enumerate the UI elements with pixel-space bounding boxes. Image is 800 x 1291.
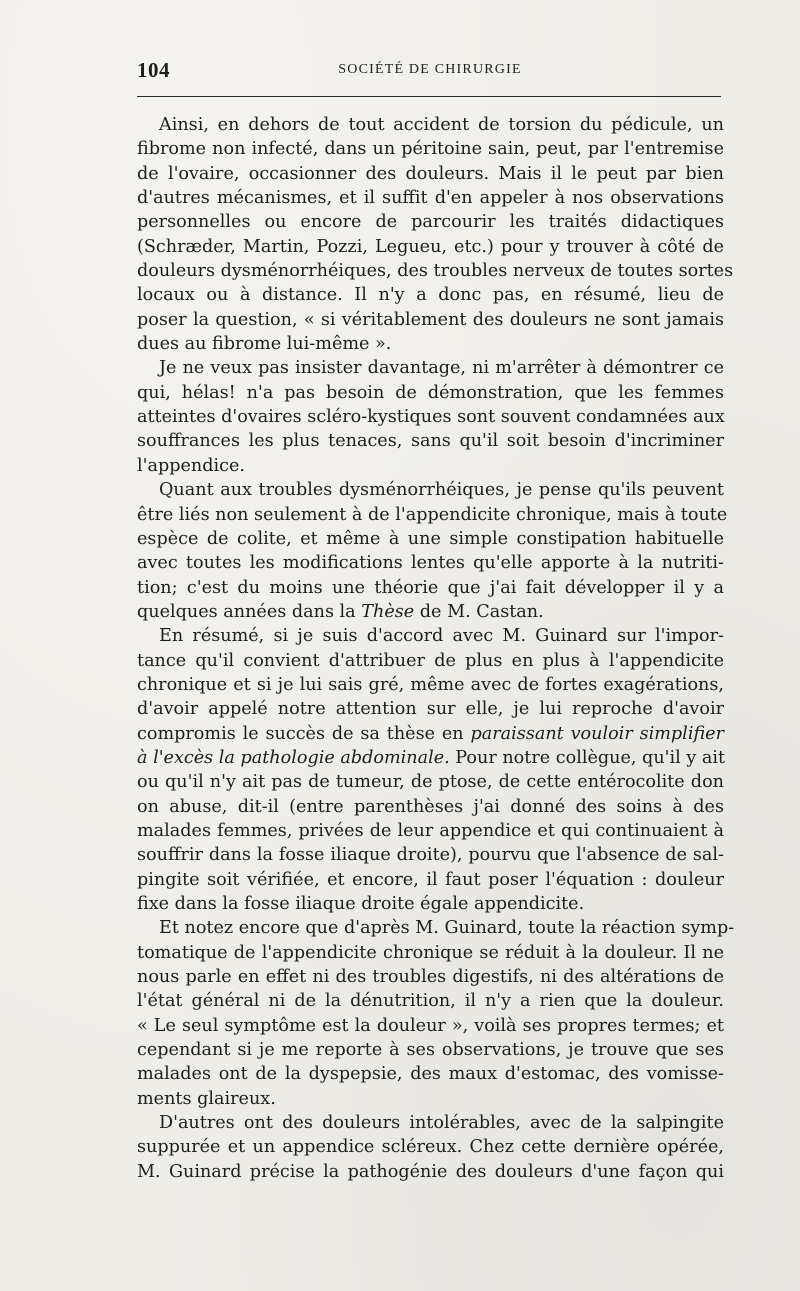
text-run: malades ont de la dyspepsie, des maux d'estomac, des vomisse- (137, 1064, 724, 1085)
text-run: poser la question, « si véritablement des douleurs ne sont jamais (137, 309, 724, 330)
page-header (137, 58, 723, 84)
text-run: (Schræder, Martin, Pozzi, Legueu, etc.) pour y trouver à côté de (137, 236, 724, 257)
text-line (137, 429, 724, 453)
text-run: souffrir dans la fosse iliaque droite), pourvu que l'absence de sal- (137, 845, 724, 866)
running-head: SOCIÉTÉ DE CHIRURGIE (338, 62, 522, 77)
text-line (137, 892, 724, 916)
text-run: quelques années dans la (137, 601, 362, 622)
text-line (137, 868, 724, 892)
text-line (137, 478, 724, 502)
text-run: pingite soit vérifiée, et encore, il faut poser l'équation : douleur (137, 869, 724, 890)
text-run: personnelles ou encore de parcourir les traités didactiques (137, 212, 724, 233)
text-line (137, 210, 724, 234)
text-run: Quant aux troubles dysménorrhéiques, je pense qu'ils peuvent (159, 480, 724, 501)
text-line (137, 551, 724, 575)
italic-run: à l'excès la pathologie abdominale. (137, 747, 450, 768)
text-line (137, 941, 724, 965)
page-number: 104 (137, 58, 170, 82)
text-line (137, 137, 724, 161)
italic-run: Thèse (361, 601, 415, 622)
text-run: Pour notre collègue, qu'il y ait (449, 747, 726, 768)
text-line (137, 819, 724, 843)
text-run: malades femmes, privées de leur appendice et qui continuaient à (137, 820, 724, 841)
text-line (137, 235, 724, 259)
text-line (137, 308, 724, 332)
text-run: ments glaireux. (137, 1088, 276, 1109)
text-line (137, 283, 724, 307)
text-line (137, 770, 724, 794)
text-line (137, 405, 724, 429)
text-line (137, 843, 724, 867)
text-run: En résumé, si je suis d'accord avec M. Guinard sur l'impor- (159, 626, 724, 647)
text-run: Ainsi, en dehors de tout accident de torsion du pédicule, un (159, 115, 724, 135)
text-run: fibrome non infecté, dans un péritoine sain, peut, par l'entremise (137, 139, 724, 160)
text-run: de M. Castan. (414, 601, 544, 622)
text-line (137, 186, 724, 210)
text-line (137, 916, 735, 940)
text-run: d'autres mécanismes, et il suffit d'en appeler à nos observations (137, 188, 724, 209)
text-line (137, 381, 724, 405)
text-run: de l'ovaire, occasionner des douleurs. Mais il le peut par bien (137, 163, 724, 184)
text-line (137, 259, 734, 283)
text-run: compromis le succès de sa thèse en (137, 723, 471, 744)
text-run: on abuse, dit-il (entre parenthèses j'ai donné des soins à des (137, 796, 724, 817)
text-line (137, 113, 724, 137)
text-run: « Le seul symptôme est la douleur », voilà ses propres termes; et (137, 1015, 724, 1036)
text-line (137, 624, 724, 648)
text-run: nous parle en effet ni des troubles digestifs, ni des altérations de (137, 967, 724, 988)
text-run: être liés non seulement à de l'appendicite chronique, mais à toute (137, 504, 728, 525)
text-run: tomatique de l'appendicite chronique se réduit à la douleur. Il ne (137, 942, 724, 963)
text-run: d'avoir appelé notre attention sur elle, je lui reproche d'avoir (137, 699, 724, 720)
text-run: D'autres ont des douleurs intolérables, avec de la salpingite (159, 1113, 724, 1134)
text-line (137, 600, 724, 624)
text-run: Et notez encore que d'après M. Guinard, toute la réaction symp- (159, 918, 735, 939)
text-run: suppurée et un appendice scléreux. Chez cette dernière opérée, (137, 1137, 724, 1158)
text-line (137, 356, 724, 380)
text-line (137, 1111, 724, 1135)
text-line (137, 649, 724, 673)
text-line (137, 746, 724, 770)
text-line (137, 697, 724, 721)
text-line (137, 965, 724, 989)
text-line (137, 673, 724, 697)
text-line (137, 722, 724, 746)
text-run: avec toutes les modifications lentes qu'elle apporte à la nutriti- (137, 553, 724, 574)
text-run: souffrances les plus tenaces, sans qu'il soit besoin d'incriminer (137, 431, 724, 452)
text-run: ou qu'il n'y ait pas de tumeur, de ptose, de cette entérocolite don (137, 772, 724, 793)
text-run: locaux ou à distance. Il n'y a donc pas, en résumé, lieu de (137, 285, 724, 306)
text-line (137, 795, 724, 819)
text-run: Je ne veux pas insister davantage, ni m'arrêter à démontrer ce (159, 358, 724, 379)
text-line (137, 527, 724, 551)
text-line (137, 989, 724, 1013)
text-line (137, 1062, 724, 1086)
text-run: chronique et si je lui sais gré, même avec de fortes exagérations, (137, 674, 724, 695)
text-run: fixe dans la fosse iliaque droite égale appendicite. (137, 894, 585, 914)
text-run: douleurs dysménorrhéiques, des troubles nerveux de toutes sortes (137, 261, 734, 282)
text-line (137, 503, 728, 527)
body-text (137, 113, 735, 1184)
text-line (137, 576, 724, 600)
text-run: atteintes d'ovaires scléro-kystiques sont souvent condamnées aux (137, 407, 725, 428)
text-run: M. Guinard précise la pathogénie des douleurs d'une façon qui (137, 1161, 724, 1182)
text-line (137, 454, 724, 478)
text-line (137, 1135, 724, 1159)
text-line (137, 1160, 724, 1184)
text-run: espèce de colite, et même à une simple constipation habituelle (137, 528, 724, 549)
text-line (137, 1014, 724, 1038)
text-run: dues au fibrome lui-même ». (137, 334, 392, 355)
header-rule (137, 96, 721, 97)
text-run: tance qu'il convient d'attribuer de plus en plus à l'appendicite (137, 650, 724, 671)
italic-run: paraissant vouloir simplifier (470, 723, 724, 744)
text-run: qui, hélas! n'a pas besoin de démonstration, que les femmes (137, 382, 724, 403)
text-run: l'appendice. (137, 455, 245, 476)
text-run: cependant si je me reporte à ses observations, je trouve que ses (137, 1040, 724, 1061)
text-run: l'état général ni de la dénutrition, il n'y a rien que la douleur. (137, 991, 724, 1012)
text-line (137, 1087, 724, 1111)
text-line (137, 162, 724, 186)
text-run: tion; c'est du moins une théorie que j'ai fait développer il y a (137, 577, 724, 598)
text-line (137, 332, 724, 356)
text-line (137, 1038, 724, 1062)
